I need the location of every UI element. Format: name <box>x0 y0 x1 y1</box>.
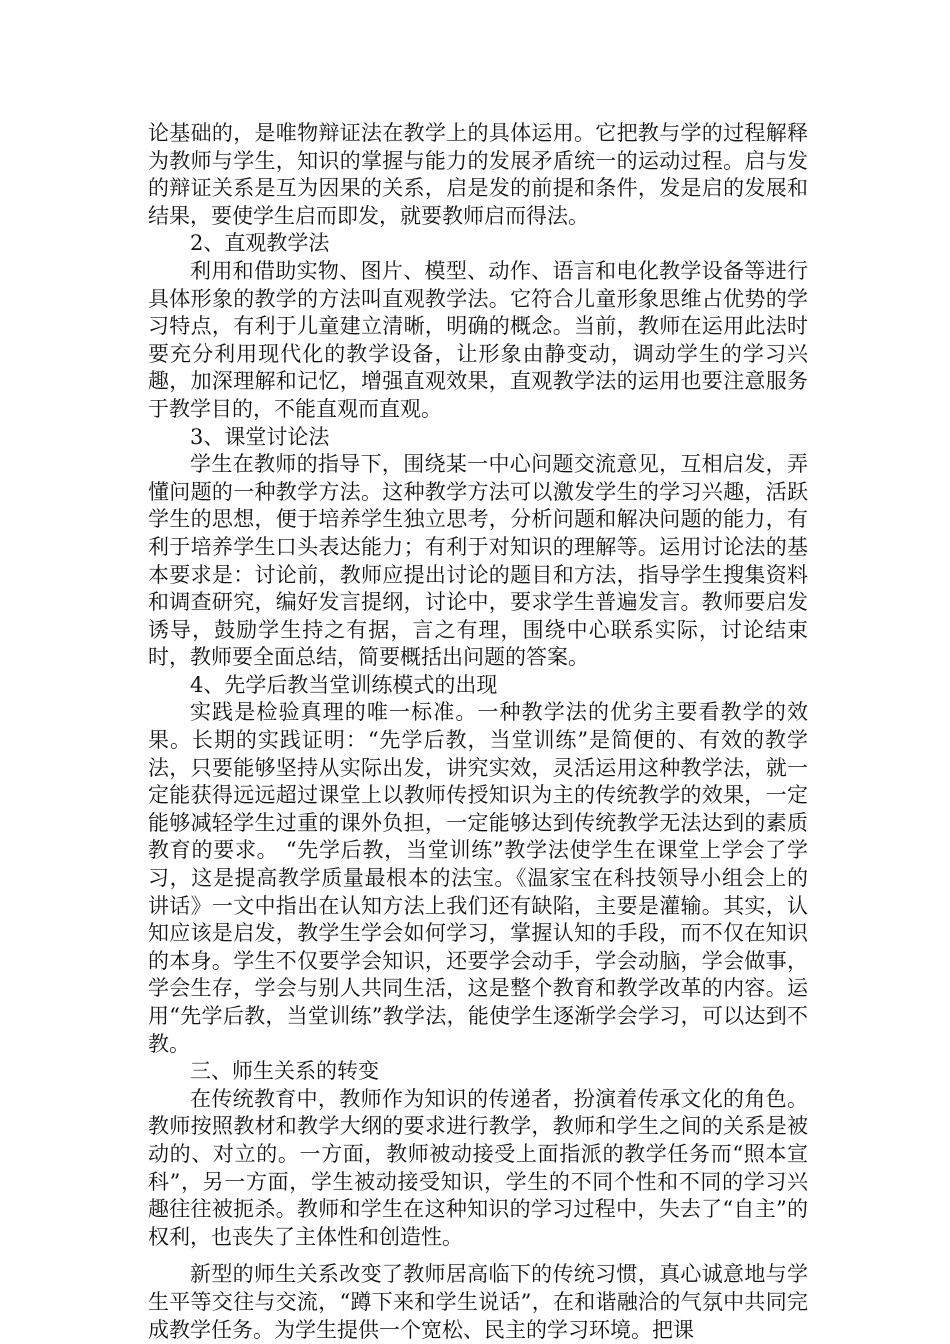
paragraph-continuation: 论基础的，是唯物辩证法在教学上的具体运用。它把教与学的过程解释为教师与学生，知识的掌握与能力的发展矛盾统一的运动过程。启与发的辩证关系是互为因果的关系，启是发的前提和条件，发是启的发展和结果，要使学生启而即发，就要教师启而得法。 <box>148 121 808 228</box>
section-heading-direct-teaching: 2、直观教学法 <box>190 231 330 256</box>
section-heading-teacher-student: 三、师生关系的转变 <box>190 1059 379 1084</box>
section-heading-learn-first: 4、先学后教当堂训练模式的出现 <box>190 672 498 697</box>
paragraph-discussion: 学生在教师的指导下，围绕某一中心问题交流意见，互相启发，弄懂问题的一种教学方法。这种教学方法可以激发学生的学习兴趣，活跃学生的思想，便于培养学生独立思考，分析问题和解决问题的能力，有利于培养学生口头表达能力；有利于对知识的理解等。运用讨论法的基本要求是：讨论前，教师应提出讨论的题目和方法，指导学生搜集资料和调查研究，编好发言提纲，讨论中，要求学生普遍发言。教师要启发诱导，鼓励学生持之有据，言之有理，围绕中心联系实际，讨论结束时，教师要全面总结，简要概括出问题的答案。 <box>148 452 808 670</box>
section-heading-discussion: 3、课堂讨论法 <box>190 424 330 449</box>
paragraph-traditional-education: 在传统教育中，教师作为知识的传递者，扮演着传承文化的角色。教师按照教材和教学大纲的要求进行教学，教师和学生之间的关系是被动的、对立的。一方面，教师被动接受上面指派的教学任务而“照本宣科”，另一方面，学生被动接受知识，学生的不同个性和不同的学习兴趣往往被扼杀。教师和学生在这种知识的学习过程中，失去了“自主”的权利，也丧失了主体性和创造性。 <box>148 1086 808 1249</box>
paragraph-direct-teaching: 利用和借助实物、图片、模型、动作、语言和电化教学设备等进行具体形象的教学的方法叫直观教学法。它符合儿童形象思维占优势的学习特点，有利于儿童建立清晰，明确的概念。当前，教师在运用此法时要充分利用现代化的教学设备，让形象由静变动，调动学生的学习兴趣，加深理解和记忆，增强直观效果，直观教学法的运用也要注意服务于教学目的，不能直观而直观。 <box>148 258 808 421</box>
document-body <box>148 120 808 1344</box>
paragraph-learn-first: 实践是检验真理的唯一标准。一种教学法的优劣主要看教学的效果。长期的实践证明：“先学后教，当堂训练”是简便的、有效的教学法，只要能够坚持从实际出发，讲究实效，灵活运用这种教学法，就一定能获得远远超过课堂上以教师传授知识为主的传统教学的效果，一定能够减轻学生过重的课外负担，一定能够达到传统教学无法达到的素质教育的要求。 “先学后教，当堂训练”教学法使学生在课堂上学会了学习，这是提高教学质量最根本的法宝。《温家宝在科技领导小组会上的讲话》一文中指出在认知方法上我们还有缺陷，主要是灌输。其实，认知应该是启发，教学生学会如何学习，掌握认知的手段，而不仅在知识的本身。学生不仅要学会知识，还要学会动手，学会动脑，学会做事，学会生存，学会与别人共同生活，这是整个教育和教学改革的内容。运用“先学后教，当堂训练”教学法，能使学生逐渐学会学习，可以达到不教。 <box>148 700 808 1056</box>
paragraph-new-relationship: 新型的师生关系改变了教师居高临下的传统习惯，真心诚意地与学生平等交往与交流，“蹲下来和学生说话”，在和谐融洽的气氛中共同完成教学任务。为学生提供一个宽松、民主的学习环境。把课 <box>148 1262 808 1342</box>
